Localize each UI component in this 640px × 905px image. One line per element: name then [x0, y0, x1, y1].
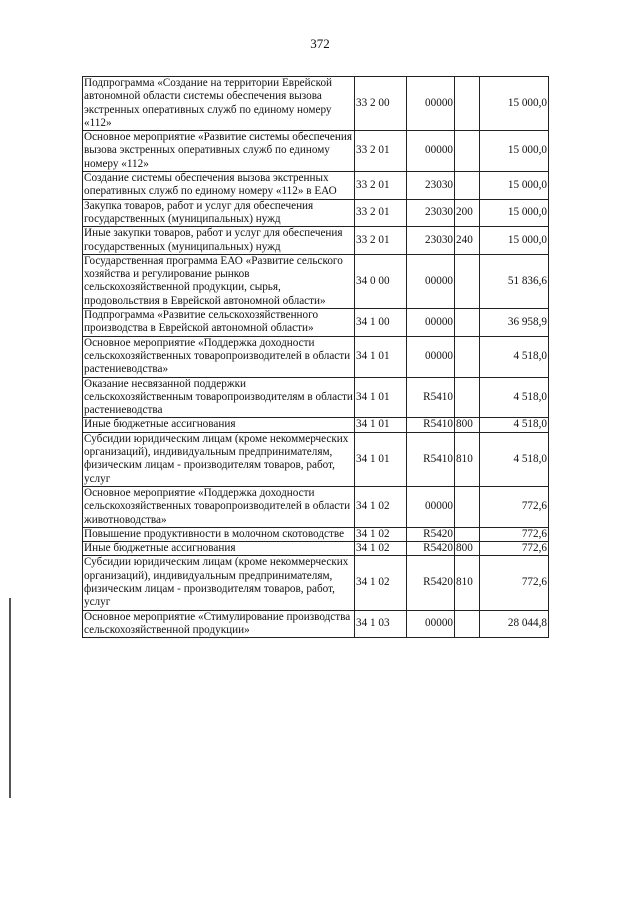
row-name: Иные закупки товаров, работ и услуг для обеспечения государственных (муниципальных) нужд — [83, 227, 355, 255]
row-name: Основное мероприятие «Поддержка доходности сельскохозяйственных товаропроизводителей в области животноводства» — [83, 486, 355, 527]
row-name: Основное мероприятие «Поддержка доходности сельскохозяйственных товаропроизводителей в области растениеводства» — [83, 336, 355, 377]
table-row — [83, 432, 549, 486]
row-sum: 15 000,0 — [480, 172, 549, 200]
scan-margin-mark — [9, 598, 11, 798]
page-number: 372 — [310, 36, 330, 51]
table-row — [83, 610, 549, 638]
row-direction-code: R5410 — [407, 377, 455, 418]
row-program-code: 34 1 02 — [355, 542, 407, 556]
row-program-code: 34 1 01 — [355, 418, 407, 432]
row-direction-code: 23030 — [407, 227, 455, 255]
row-name: Подпрограмма «Создание на территории Еврейской автономной области системы обеспечения вызова экстренных оперативных служб по единому номеру «112» — [83, 77, 355, 131]
row-direction-code: 00000 — [407, 254, 455, 308]
row-direction-code: 00000 — [407, 309, 455, 337]
table-row — [83, 486, 549, 527]
table-row — [83, 527, 549, 541]
row-direction-code: 00000 — [407, 486, 455, 527]
row-expense-type: 800 — [455, 542, 480, 556]
row-name: Субсидии юридическим лицам (кроме некоммерческих организаций), индивидуальным предпринимателям, физическим лицам - производителям товаров, работ, услуг — [83, 556, 355, 610]
table-row — [83, 309, 549, 337]
row-program-code: 34 0 00 — [355, 254, 407, 308]
row-sum: 51 836,6 — [480, 254, 549, 308]
table-row — [83, 227, 549, 255]
row-program-code: 34 1 00 — [355, 309, 407, 337]
budget-table — [82, 76, 549, 638]
table-row — [83, 172, 549, 200]
row-sum: 28 044,8 — [480, 610, 549, 638]
row-program-code: 34 1 02 — [355, 527, 407, 541]
table-row — [83, 336, 549, 377]
row-sum: 4 518,0 — [480, 418, 549, 432]
table-row — [83, 131, 549, 172]
table-row — [83, 418, 549, 432]
row-direction-code: 23030 — [407, 172, 455, 200]
row-program-code: 33 2 01 — [355, 227, 407, 255]
row-expense-type: 810 — [455, 432, 480, 486]
row-sum: 15 000,0 — [480, 199, 549, 227]
row-expense-type — [455, 309, 480, 337]
row-direction-code: R5420 — [407, 542, 455, 556]
row-sum: 772,6 — [480, 486, 549, 527]
row-sum: 4 518,0 — [480, 336, 549, 377]
row-name: Создание системы обеспечения вызова экстренных оперативных служб по единому номеру «112» в ЕАО — [83, 172, 355, 200]
row-expense-type — [455, 131, 480, 172]
row-name: Иные бюджетные ассигнования — [83, 542, 355, 556]
table-row — [83, 254, 549, 308]
row-program-code: 34 1 02 — [355, 556, 407, 610]
row-name: Иные бюджетные ассигнования — [83, 418, 355, 432]
row-sum: 4 518,0 — [480, 377, 549, 418]
row-sum: 15 000,0 — [480, 131, 549, 172]
row-program-code: 34 1 02 — [355, 486, 407, 527]
row-direction-code: 00000 — [407, 610, 455, 638]
row-expense-type — [455, 377, 480, 418]
row-name: Основное мероприятие «Стимулирование производства сельскохозяйственной продукции» — [83, 610, 355, 638]
row-sum: 15 000,0 — [480, 227, 549, 255]
row-program-code: 33 2 01 — [355, 172, 407, 200]
row-sum: 15 000,0 — [480, 77, 549, 131]
row-name: Субсидии юридическим лицам (кроме некоммерческих организаций), индивидуальным предпринимателям, физическим лицам - производителям товаров, работ, услуг — [83, 432, 355, 486]
row-direction-code: 00000 — [407, 336, 455, 377]
table-row — [83, 77, 549, 131]
row-program-code: 34 1 03 — [355, 610, 407, 638]
row-name: Государственная программа ЕАО «Развитие сельского хозяйства и регулирование рынков сельскохозяйственной продукции, сырья, продовольствия в Еврейской автономной области» — [83, 254, 355, 308]
table-row — [83, 542, 549, 556]
row-direction-code: 23030 — [407, 199, 455, 227]
row-expense-type — [455, 254, 480, 308]
row-direction-code: R5420 — [407, 527, 455, 541]
row-expense-type: 810 — [455, 556, 480, 610]
row-direction-code: 00000 — [407, 77, 455, 131]
row-direction-code: R5410 — [407, 418, 455, 432]
row-expense-type: 200 — [455, 199, 480, 227]
table-row — [83, 377, 549, 418]
row-program-code: 33 2 00 — [355, 77, 407, 131]
row-sum: 772,6 — [480, 542, 549, 556]
row-expense-type — [455, 172, 480, 200]
row-program-code: 34 1 01 — [355, 377, 407, 418]
row-name: Основное мероприятие «Развитие системы обеспечения вызова экстренных оперативных служб по единому номеру «112» — [83, 131, 355, 172]
row-program-code: 33 2 01 — [355, 131, 407, 172]
row-expense-type — [455, 77, 480, 131]
row-program-code: 33 2 01 — [355, 199, 407, 227]
row-expense-type: 240 — [455, 227, 480, 255]
row-sum: 772,6 — [480, 527, 549, 541]
row-program-code: 34 1 01 — [355, 432, 407, 486]
row-sum: 772,6 — [480, 556, 549, 610]
row-name: Закупка товаров, работ и услуг для обеспечения государственных (муниципальных) нужд — [83, 199, 355, 227]
row-expense-type — [455, 527, 480, 541]
row-name: Повышение продуктивности в молочном скотоводстве — [83, 527, 355, 541]
row-expense-type — [455, 610, 480, 638]
row-expense-type: 800 — [455, 418, 480, 432]
row-expense-type — [455, 336, 480, 377]
row-direction-code: R5410 — [407, 432, 455, 486]
row-sum: 36 958,9 — [480, 309, 549, 337]
table-row — [83, 556, 549, 610]
row-direction-code: 00000 — [407, 131, 455, 172]
row-name: Оказание несвязанной поддержки сельскохозяйственным товаропроизводителям в области растениеводства — [84, 377, 353, 417]
row-direction-code: R5420 — [407, 556, 455, 610]
row-program-code: 34 1 01 — [355, 336, 407, 377]
row-expense-type — [455, 486, 480, 527]
row-name: Подпрограмма «Развитие сельскохозяйственного производства в Еврейской автономной области» — [83, 309, 355, 337]
row-sum: 4 518,0 — [480, 432, 549, 486]
table-row — [83, 199, 549, 227]
